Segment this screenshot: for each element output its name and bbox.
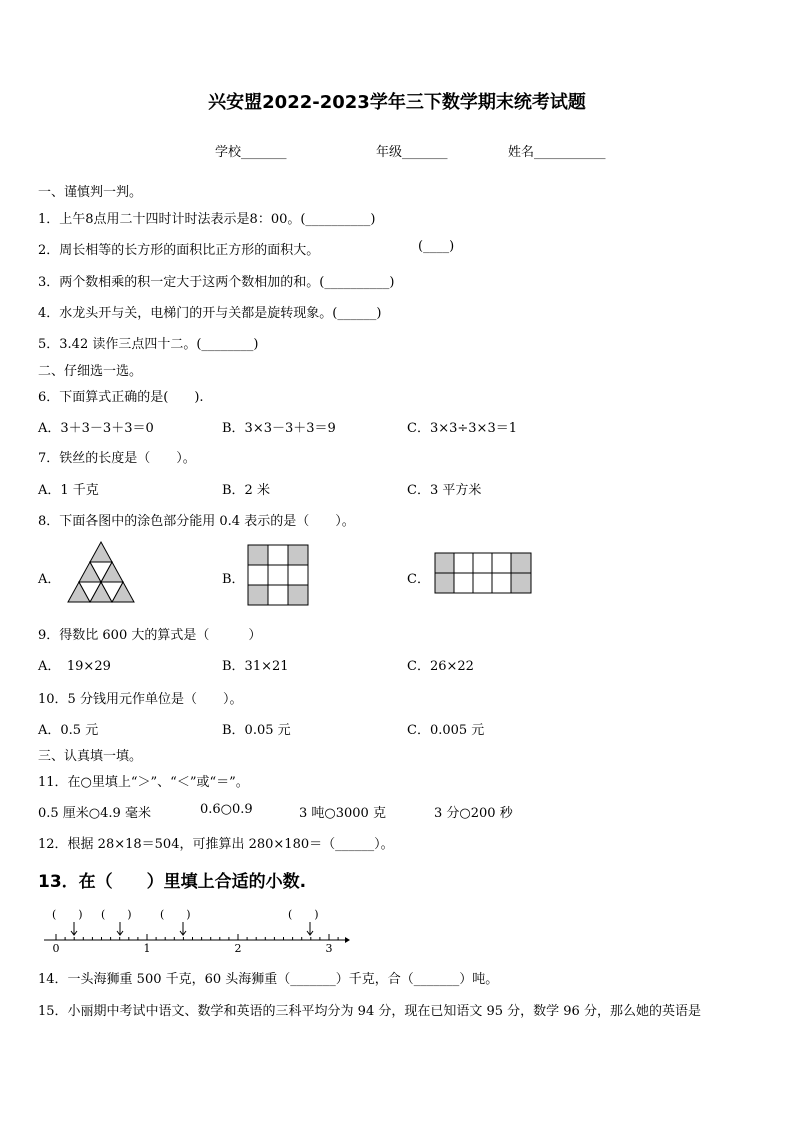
question-7: 7．铁丝的长度是（ ）。	[38, 451, 196, 466]
question-6: 6．下面算式正确的是( ).	[38, 390, 204, 405]
number-line-tick-2: 2	[234, 942, 242, 955]
q9-option-c: C．26×22	[407, 659, 474, 674]
q8-label-b: B．	[222, 572, 245, 587]
q6-option-b: B．3×3－3＋3＝9	[222, 421, 336, 436]
q6-option-c: C．3×3÷3×3＝1	[407, 421, 517, 436]
page-title: 兴安盟2022-2023学年三下数学期末统考试题	[208, 92, 586, 113]
figure-b-grid	[247, 544, 309, 606]
q6-option-a: A．3＋3－3＋3＝0	[38, 421, 154, 436]
q10-option-b: B．0.05 元	[222, 723, 291, 738]
section-3-heading: 三、认真填一填。	[38, 749, 143, 764]
q8-label-a: A．	[38, 572, 61, 587]
q7-option-a: A．1 千克	[38, 483, 99, 498]
number-line-tick-3: 3	[325, 942, 333, 955]
q10-option-a: A．0.5 元	[38, 723, 99, 738]
q11-item-3: 3 吨○3000 克	[299, 806, 386, 821]
grade-field: 年级_______	[376, 145, 448, 160]
question-1: 1．上午8点用二十四时计时法表示是8：00。(__________)	[38, 212, 376, 227]
section-2-heading: 二、仔细选一选。	[38, 364, 143, 379]
number-line-tick-0: 0	[52, 942, 60, 955]
q7-option-b: B．2 米	[222, 483, 270, 498]
question-12: 12．根据 28×18＝504，可推算出 280×180＝（______）。	[38, 837, 394, 852]
question-9: 9．得数比 600 大的算式是（ ）	[38, 628, 262, 643]
question-15: 15．小丽期中考试中语文、数学和英语的三科平均分为 94 分，现在已知语文 95 分，数学 96 分，那么她的英语是	[38, 1004, 701, 1019]
question-2-blank: (____)	[418, 239, 455, 254]
question-13: 13．在（ ）里填上合适的小数.	[38, 872, 307, 892]
question-2: 2．周长相等的长方形的面积比正方形的面积大。	[38, 243, 320, 258]
number-line-paren-3: ( )	[160, 908, 191, 921]
q11-item-1: 0.5 厘米○4.9 毫米	[38, 806, 151, 821]
question-14: 14．一头海狮重 500 千克，60 头海狮重（_______）千克，合（_______）吨。	[38, 972, 499, 987]
number-line-paren-1: ( )	[52, 908, 83, 921]
q8-label-c: C．	[407, 572, 430, 587]
school-field: 学校_______	[215, 145, 287, 160]
q11-item-4: 3 分○200 秒	[434, 806, 513, 821]
question-8: 8．下面各图中的涂色部分能用 0.4 表示的是（ ）。	[38, 514, 355, 529]
name-field: 姓名___________	[508, 145, 606, 160]
question-4: 4．水龙头开与关，电梯门的开与关都是旋转现象。(______)	[38, 306, 382, 321]
figure-a-triangle	[62, 540, 140, 608]
q10-option-c: C．0.005 元	[407, 723, 485, 738]
number-line-paren-2: ( )	[101, 908, 132, 921]
q7-option-c: C．3 平方米	[407, 483, 482, 498]
q9-option-a: A． 19×29	[38, 659, 111, 674]
question-11: 11．在○里填上“＞”、“＜”或“＝”。	[38, 775, 249, 790]
q11-item-2: 0.6○0.9	[200, 802, 253, 817]
figure-c-grid	[434, 552, 532, 594]
section-1-heading: 一、谨慎判一判。	[38, 185, 143, 200]
number-line	[40, 900, 360, 960]
number-line-tick-1: 1	[143, 942, 151, 955]
q9-option-b: B．31×21	[222, 659, 289, 674]
number-line-paren-4: ( )	[288, 908, 319, 921]
question-10: 10．5 分钱用元作单位是（ ）。	[38, 692, 243, 707]
question-3: 3．两个数相乘的积一定大于这两个数相加的和。(__________)	[38, 275, 395, 290]
question-5: 5．3.42 读作三点四十二。(________)	[38, 337, 259, 352]
